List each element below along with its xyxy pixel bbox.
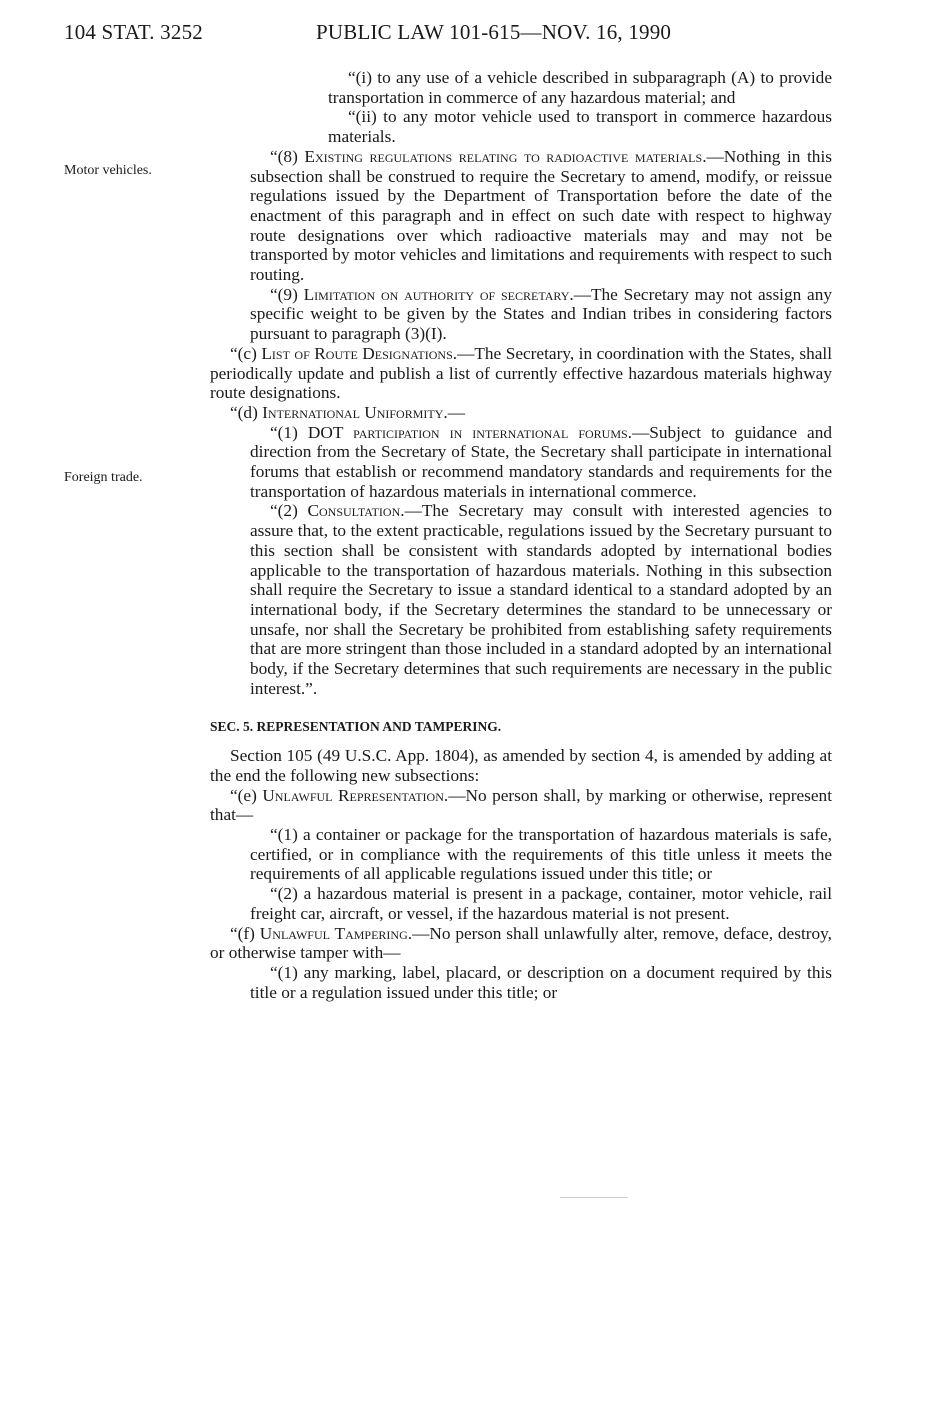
paragraph-9-caption: Limitation on authority of secretary — [303, 284, 570, 304]
paragraph-f-1: “(1) any marking, label, placard, or description on a document required by this title or a regulation issued under this title; or — [250, 962, 832, 1002]
subsection-d: “(d) International Uniformity.— — [230, 402, 465, 422]
subsection-d-caption: International Uniformity — [262, 402, 444, 422]
page-reference: 104 STAT. 3252 — [64, 20, 203, 44]
subsection-e: “(e) Unlawful Representation.—No person shall, by marking or otherwise, represent that— — [210, 785, 832, 825]
subsection-f-caption: Unlawful Tampering — [259, 923, 408, 943]
paragraph-8: “(8) Existing regulations relating to radioactive materials.—Nothing in this subsection shall be construed to require the Secretary to amend, modify, or reissue regulations issued by the Department of Transportation before the date of the enactment of this paragraph and in effect on such date with respect to highway route designations over which radioactive materials may and may not be transported by motor vehicles and limitations and requirements with respect to such routing. — [250, 146, 832, 285]
margin-note-foreign-trade: Foreign trade. — [64, 470, 143, 485]
margin-note-motor-vehicles: Motor vehicles. — [64, 163, 152, 178]
paragraph-d-1-caption: participation in international forums — [353, 422, 628, 442]
end-rule — [560, 1197, 628, 1198]
paragraph-8-caption: Existing regulations relating to radioactive materials — [304, 146, 703, 166]
paragraph-d-1: “(1) DOT participation in international forums.—Subject to guidance and direction from the Secretary of State, the Secretary shall participate in international forums that establish or recommend mandatory standards and requirements for the transportation of hazardous materials in international commerce. — [250, 422, 833, 501]
body-text — [210, 68, 832, 1002]
subsection-f: “(f) Unlawful Tampering.—No person shall unlawfully alter, remove, deface, destroy, or otherwise tamper with— — [210, 923, 832, 963]
section-heading: SEC. 5. REPRESENTATION AND TAMPERING. — [210, 718, 502, 734]
clause-i: “(i) to any use of a vehicle described in subparagraph (A) to provide transportation in commerce of any hazardous material; and — [328, 68, 832, 107]
running-head: PUBLIC LAW 101-615—NOV. 16, 1990 — [316, 20, 672, 44]
subsection-c-caption: List of Route Designations — [261, 343, 453, 363]
subsection-c: “(c) List of Route Designations.—The Secretary, in coordination with the States, shall periodically update and publish a list of currently effective hazardous materials highway route designations. — [210, 343, 833, 403]
paragraph-9: “(9) Limitation on authority of secretary.—The Secretary may not assign any specific weight to be given by the States and Indian tribes in considering factors pursuant to paragraph (3)(I). — [250, 284, 832, 344]
section-5-intro: Section 105 (49 U.S.C. App. 1804), as amended by section 4, is amended by adding at the end the following new subsections: — [210, 746, 832, 785]
clause-ii: “(ii) to any motor vehicle used to transport in commerce hazardous materials. — [328, 107, 832, 147]
paragraph-e-2: “(2) a hazardous material is present in a package, container, motor vehicle, rail freight car, aircraft, or vessel, if the hazardous material is not present. — [250, 884, 832, 923]
paragraph-d-2-caption: Consultation — [307, 501, 401, 521]
paragraph-d-2: “(2) Consultation.—The Secretary may consult with interested agencies to assure that, to the extent practicable, regulations issued by the Secretary pursuant to this section shall be consistent with standards adopted by international bodies applicable to the transportation of hazardous materials. Nothing in this subsection shall require the Secretary to issue a standard identical to a standard adopted by an international body, if the Secretary determines the standard to be unnecessary or unsafe, nor shall the Secretary be prohibited from establishing safety requirements that are more stringent than those included in a standard adopted by an international body, if the Secretary determines that such requirements are necessary in the public interest.”. — [250, 501, 832, 698]
paragraph-e-1: “(1) a container or package for the transportation of hazardous materials is safe, certified, or in compliance with the requirements of this title unless it meets the requirements of all applicable regulations issued under this title; or — [250, 825, 832, 884]
subsection-e-caption: Unlawful Representation — [262, 785, 444, 805]
